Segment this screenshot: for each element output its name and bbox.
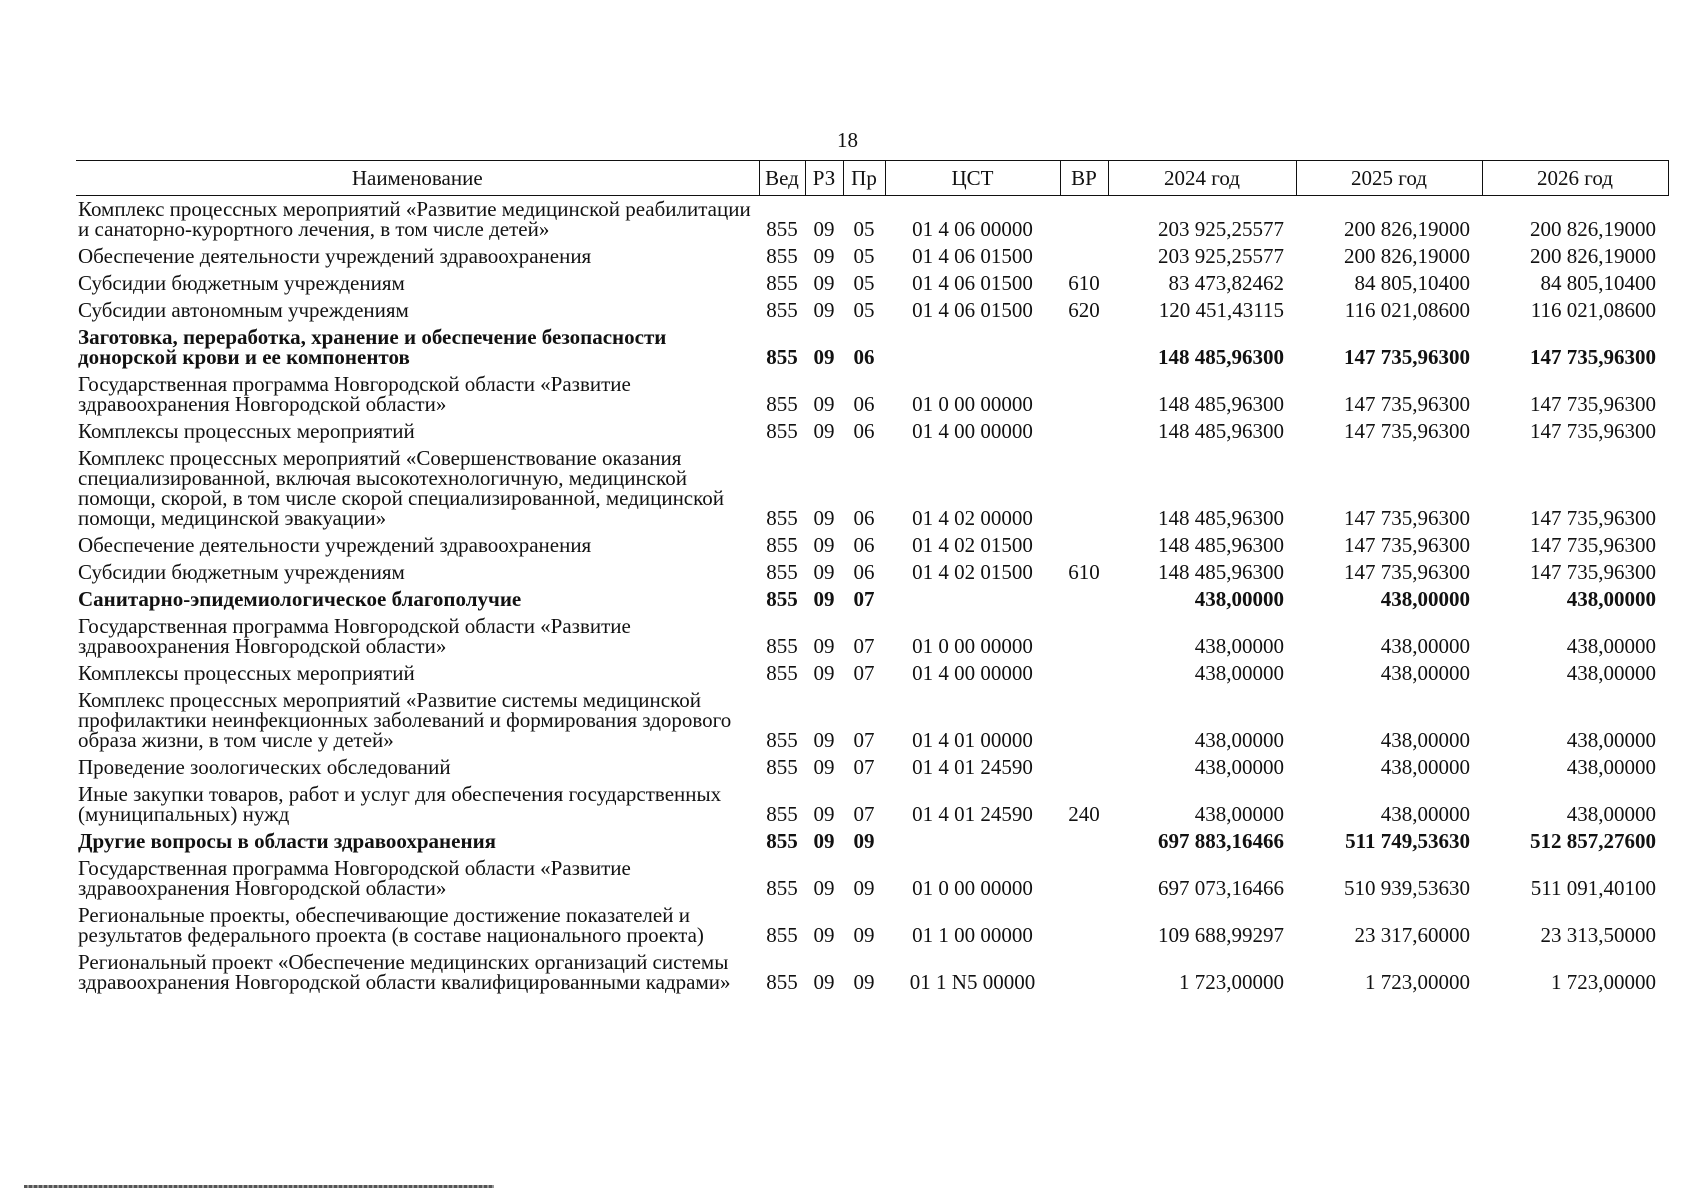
header-ved: Вед bbox=[759, 161, 805, 196]
row-amount-2026: 438,00000 bbox=[1566, 728, 1656, 752]
row-ved: 855 bbox=[766, 506, 798, 530]
row-rz: 09 bbox=[813, 560, 835, 584]
row-ved: 855 bbox=[766, 217, 798, 241]
row-name: Субсидии бюджетным учреждениям bbox=[78, 560, 405, 584]
table-row bbox=[76, 586, 1668, 613]
row-ved: 855 bbox=[766, 876, 798, 900]
row-pr: 09 bbox=[853, 970, 875, 994]
row-ved: 855 bbox=[766, 244, 798, 268]
table-row bbox=[76, 949, 1668, 996]
row-pr: 06 bbox=[853, 419, 875, 443]
row-cst: 01 4 00 00000 bbox=[912, 419, 1033, 443]
row-amount-2024: 438,00000 bbox=[1194, 755, 1284, 779]
row-amount-2024: 148 485,96300 bbox=[1158, 392, 1284, 416]
row-amount-2024: 83 473,82462 bbox=[1168, 271, 1284, 295]
row-amount-2024: 697 883,16466 bbox=[1158, 829, 1284, 853]
table-row bbox=[76, 270, 1668, 297]
row-amount-2026: 147 735,96300 bbox=[1530, 560, 1656, 584]
row-rz: 09 bbox=[813, 419, 835, 443]
row-vr bbox=[1060, 613, 1108, 660]
header-vr: ВР bbox=[1060, 161, 1108, 196]
row-amount-2024: 148 485,96300 bbox=[1158, 560, 1284, 584]
row-amount-2026: 147 735,96300 bbox=[1530, 506, 1656, 530]
scan-edge-line bbox=[24, 1185, 494, 1188]
row-amount-2026: 438,00000 bbox=[1566, 802, 1656, 826]
row-rz: 09 bbox=[813, 298, 835, 322]
row-pr: 06 bbox=[853, 560, 875, 584]
table-row bbox=[76, 418, 1668, 445]
row-pr: 07 bbox=[853, 661, 875, 685]
row-amount-2025: 438,00000 bbox=[1380, 587, 1470, 611]
table-row bbox=[76, 613, 1668, 660]
row-ved: 855 bbox=[766, 345, 798, 369]
row-amount-2026: 200 826,19000 bbox=[1530, 217, 1656, 241]
row-rz: 09 bbox=[813, 876, 835, 900]
row-amount-2025: 147 735,96300 bbox=[1344, 533, 1470, 557]
row-ved: 855 bbox=[766, 560, 798, 584]
row-ved: 855 bbox=[766, 923, 798, 947]
row-amount-2024: 109 688,99297 bbox=[1158, 923, 1284, 947]
row-vr bbox=[1060, 324, 1108, 371]
table-row bbox=[76, 828, 1668, 855]
row-amount-2025: 511 749,53630 bbox=[1345, 829, 1470, 853]
header-year-2026: 2026 год bbox=[1482, 161, 1668, 196]
row-amount-2026: 23 313,50000 bbox=[1540, 923, 1656, 947]
row-rz: 09 bbox=[813, 345, 835, 369]
row-name: Обеспечение деятельности учреждений здравоохранения bbox=[78, 533, 592, 557]
row-amount-2024: 148 485,96300 bbox=[1158, 419, 1284, 443]
row-vr bbox=[1060, 828, 1108, 855]
row-rz: 09 bbox=[813, 392, 835, 416]
row-vr: 610 bbox=[1068, 271, 1100, 295]
row-name: Обеспечение деятельности учреждений здравоохранения bbox=[78, 244, 592, 268]
row-vr bbox=[1060, 196, 1108, 244]
row-rz: 09 bbox=[813, 728, 835, 752]
table-row bbox=[76, 660, 1668, 687]
table-row bbox=[76, 781, 1668, 828]
row-cst: 01 4 01 00000 bbox=[912, 728, 1033, 752]
row-pr: 06 bbox=[853, 345, 875, 369]
row-name: Комплексы процессных мероприятий bbox=[78, 661, 415, 685]
budget-table bbox=[76, 160, 1669, 996]
row-cst: 01 0 00 00000 bbox=[912, 876, 1033, 900]
row-vr bbox=[1060, 418, 1108, 445]
header-name: Наименование bbox=[76, 161, 759, 196]
row-pr: 09 bbox=[853, 876, 875, 900]
table-row bbox=[76, 297, 1668, 324]
row-cst bbox=[885, 324, 1060, 371]
row-name: Другие вопросы в области здравоохранения bbox=[78, 829, 497, 853]
row-rz: 09 bbox=[813, 217, 835, 241]
row-amount-2024: 438,00000 bbox=[1194, 587, 1284, 611]
row-pr: 05 bbox=[853, 298, 875, 322]
row-pr: 09 bbox=[853, 829, 875, 853]
row-cst: 01 1 00 00000 bbox=[912, 923, 1033, 947]
row-cst: 01 4 06 00000 bbox=[912, 217, 1033, 241]
row-amount-2026: 438,00000 bbox=[1566, 661, 1656, 685]
row-rz: 09 bbox=[813, 506, 835, 530]
table-row bbox=[76, 445, 1668, 532]
row-name: Комплекс процессных мероприятий «Развитие системы медицинской профилактики неинфекционных заболеваний и формирования здорового образа жизни, в том числе у детей» bbox=[78, 688, 732, 752]
row-amount-2025: 438,00000 bbox=[1380, 755, 1470, 779]
table-row bbox=[76, 855, 1668, 902]
table-row bbox=[76, 754, 1668, 781]
row-ved: 855 bbox=[766, 802, 798, 826]
row-ved: 855 bbox=[766, 728, 798, 752]
row-ved: 855 bbox=[766, 419, 798, 443]
row-rz: 09 bbox=[813, 587, 835, 611]
row-amount-2025: 200 826,19000 bbox=[1344, 217, 1470, 241]
row-amount-2024: 438,00000 bbox=[1194, 728, 1284, 752]
row-amount-2025: 147 735,96300 bbox=[1344, 560, 1470, 584]
row-pr: 09 bbox=[853, 923, 875, 947]
header-rz: РЗ bbox=[805, 161, 843, 196]
table-body bbox=[76, 196, 1668, 997]
row-cst: 01 4 06 01500 bbox=[912, 271, 1033, 295]
row-name: Комплекс процессных мероприятий «Совершенствование оказания специализированной, включая высокотехнологичную, медицинской помощи, скорой, в том числе скорой специализированной, медицинской помощи, медицинской эвакуации» bbox=[78, 446, 725, 530]
row-amount-2026: 84 805,10400 bbox=[1540, 271, 1656, 295]
row-name: Заготовка, переработка, хранение и обеспечение безопасности донорской крови и ее компонентов bbox=[78, 325, 667, 369]
row-name: Комплексы процессных мероприятий bbox=[78, 419, 415, 443]
row-cst: 01 4 01 24590 bbox=[912, 802, 1033, 826]
row-rz: 09 bbox=[813, 661, 835, 685]
row-pr: 06 bbox=[853, 506, 875, 530]
row-vr bbox=[1060, 586, 1108, 613]
row-amount-2024: 148 485,96300 bbox=[1158, 506, 1284, 530]
row-cst: 01 4 02 01500 bbox=[912, 560, 1033, 584]
page-number: 18 bbox=[837, 128, 858, 152]
row-pr: 07 bbox=[853, 802, 875, 826]
row-amount-2026: 512 857,27600 bbox=[1530, 829, 1656, 853]
header-year-2024: 2024 год bbox=[1108, 161, 1296, 196]
row-rz: 09 bbox=[813, 271, 835, 295]
row-amount-2025: 116 021,08600 bbox=[1344, 298, 1470, 322]
row-amount-2025: 147 735,96300 bbox=[1344, 345, 1470, 369]
row-amount-2026: 200 826,19000 bbox=[1530, 244, 1656, 268]
row-rz: 09 bbox=[813, 533, 835, 557]
row-rz: 09 bbox=[813, 923, 835, 947]
row-pr: 07 bbox=[853, 728, 875, 752]
row-amount-2025: 147 735,96300 bbox=[1344, 506, 1470, 530]
row-ved: 855 bbox=[766, 271, 798, 295]
row-vr bbox=[1060, 243, 1108, 270]
row-ved: 855 bbox=[766, 661, 798, 685]
row-cst: 01 4 02 00000 bbox=[912, 506, 1033, 530]
row-cst bbox=[885, 586, 1060, 613]
row-name: Региональные проекты, обеспечивающие достижение показателей и результатов федерального проекта (в составе национального проекта) bbox=[78, 903, 704, 947]
row-pr: 07 bbox=[853, 587, 875, 611]
row-pr: 05 bbox=[853, 271, 875, 295]
row-name: Проведение зоологических обследований bbox=[78, 755, 451, 779]
row-pr: 07 bbox=[853, 755, 875, 779]
row-vr: 240 bbox=[1068, 802, 1100, 826]
row-name: Комплекс процессных мероприятий «Развитие медицинской реабилитации и санаторно-курортного лечения, в том числе детей» bbox=[78, 197, 751, 241]
row-amount-2025: 438,00000 bbox=[1380, 661, 1470, 685]
table-row bbox=[76, 559, 1668, 586]
table-row bbox=[76, 687, 1668, 754]
row-amount-2024: 438,00000 bbox=[1194, 802, 1284, 826]
row-pr: 06 bbox=[853, 392, 875, 416]
row-amount-2025: 438,00000 bbox=[1380, 634, 1470, 658]
row-ved: 855 bbox=[766, 298, 798, 322]
row-name: Государственная программа Новгородской области «Развитие здравоохранения Новгородской области» bbox=[78, 372, 631, 416]
row-amount-2026: 116 021,08600 bbox=[1530, 298, 1656, 322]
row-amount-2024: 697 073,16466 bbox=[1158, 876, 1284, 900]
row-vr bbox=[1060, 855, 1108, 902]
row-vr bbox=[1060, 902, 1108, 949]
row-cst: 01 4 00 00000 bbox=[912, 661, 1033, 685]
row-cst: 01 4 01 24590 bbox=[912, 755, 1033, 779]
row-name: Региональный проект «Обеспечение медицинских организаций системы здравоохранения Новгородской области квалифицированными кадрами» bbox=[78, 950, 731, 994]
row-amount-2025: 438,00000 bbox=[1380, 802, 1470, 826]
row-name: Государственная программа Новгородской области «Развитие здравоохранения Новгородской области» bbox=[78, 614, 631, 658]
table-header-row bbox=[76, 161, 1668, 196]
row-amount-2026: 438,00000 bbox=[1566, 755, 1656, 779]
row-vr bbox=[1060, 371, 1108, 418]
row-cst: 01 4 06 01500 bbox=[912, 298, 1033, 322]
row-amount-2025: 510 939,53630 bbox=[1344, 876, 1470, 900]
table-row bbox=[76, 371, 1668, 418]
row-ved: 855 bbox=[766, 392, 798, 416]
row-rz: 09 bbox=[813, 829, 835, 853]
row-cst: 01 1 N5 00000 bbox=[909, 970, 1036, 994]
row-amount-2026: 511 091,40100 bbox=[1530, 876, 1656, 900]
row-amount-2026: 147 735,96300 bbox=[1530, 345, 1656, 369]
row-amount-2025: 147 735,96300 bbox=[1344, 392, 1470, 416]
row-ved: 855 bbox=[766, 829, 798, 853]
row-amount-2025: 200 826,19000 bbox=[1344, 244, 1470, 268]
row-cst: 01 0 00 00000 bbox=[912, 634, 1033, 658]
row-amount-2025: 147 735,96300 bbox=[1344, 419, 1470, 443]
row-rz: 09 bbox=[813, 970, 835, 994]
row-amount-2026: 438,00000 bbox=[1566, 587, 1656, 611]
row-vr bbox=[1060, 949, 1108, 996]
row-rz: 09 bbox=[813, 634, 835, 658]
row-amount-2026: 147 735,96300 bbox=[1530, 533, 1656, 557]
table-row bbox=[76, 324, 1668, 371]
row-amount-2025: 1 723,00000 bbox=[1365, 970, 1470, 994]
row-name: Иные закупки товаров, работ и услуг для обеспечения государственных (муниципальных) нужд bbox=[78, 782, 722, 826]
table-row bbox=[76, 243, 1668, 270]
row-name: Государственная программа Новгородской области «Развитие здравоохранения Новгородской области» bbox=[78, 856, 631, 900]
row-vr: 620 bbox=[1068, 298, 1100, 322]
row-vr bbox=[1060, 445, 1108, 532]
row-ved: 855 bbox=[766, 533, 798, 557]
row-amount-2024: 203 925,25577 bbox=[1158, 217, 1284, 241]
row-amount-2024: 148 485,96300 bbox=[1158, 345, 1284, 369]
table-row bbox=[76, 532, 1668, 559]
row-rz: 09 bbox=[813, 244, 835, 268]
row-amount-2024: 120 451,43115 bbox=[1158, 298, 1284, 322]
row-amount-2025: 23 317,60000 bbox=[1354, 923, 1470, 947]
row-ved: 855 bbox=[766, 755, 798, 779]
row-amount-2025: 438,00000 bbox=[1380, 728, 1470, 752]
row-pr: 05 bbox=[853, 244, 875, 268]
row-amount-2026: 147 735,96300 bbox=[1530, 419, 1656, 443]
row-ved: 855 bbox=[766, 970, 798, 994]
row-vr bbox=[1060, 660, 1108, 687]
row-amount-2026: 1 723,00000 bbox=[1551, 970, 1656, 994]
row-amount-2025: 84 805,10400 bbox=[1354, 271, 1470, 295]
row-cst: 01 4 06 01500 bbox=[912, 244, 1033, 268]
table-row bbox=[76, 902, 1668, 949]
header-cst: ЦСТ bbox=[885, 161, 1060, 196]
header-pr: Пр bbox=[843, 161, 885, 196]
row-amount-2024: 438,00000 bbox=[1194, 661, 1284, 685]
row-vr: 610 bbox=[1068, 560, 1100, 584]
row-name: Субсидии бюджетным учреждениям bbox=[78, 271, 405, 295]
row-pr: 06 bbox=[853, 533, 875, 557]
row-rz: 09 bbox=[813, 755, 835, 779]
row-rz: 09 bbox=[813, 802, 835, 826]
row-name: Субсидии автономным учреждениям bbox=[78, 298, 409, 322]
row-amount-2024: 148 485,96300 bbox=[1158, 533, 1284, 557]
row-cst: 01 4 02 01500 bbox=[912, 533, 1033, 557]
row-vr bbox=[1060, 687, 1108, 754]
row-pr: 05 bbox=[853, 217, 875, 241]
row-amount-2024: 203 925,25577 bbox=[1158, 244, 1284, 268]
table-row bbox=[76, 196, 1668, 244]
row-vr bbox=[1060, 532, 1108, 559]
row-amount-2026: 147 735,96300 bbox=[1530, 392, 1656, 416]
row-cst: 01 0 00 00000 bbox=[912, 392, 1033, 416]
row-vr bbox=[1060, 754, 1108, 781]
row-amount-2024: 438,00000 bbox=[1194, 634, 1284, 658]
row-amount-2026: 438,00000 bbox=[1566, 634, 1656, 658]
row-amount-2024: 1 723,00000 bbox=[1179, 970, 1284, 994]
row-pr: 07 bbox=[853, 634, 875, 658]
row-ved: 855 bbox=[766, 587, 798, 611]
header-year-2025: 2025 год bbox=[1296, 161, 1482, 196]
row-cst bbox=[885, 828, 1060, 855]
row-ved: 855 bbox=[766, 634, 798, 658]
row-name: Санитарно-эпидемиологическое благополучие bbox=[78, 587, 522, 611]
